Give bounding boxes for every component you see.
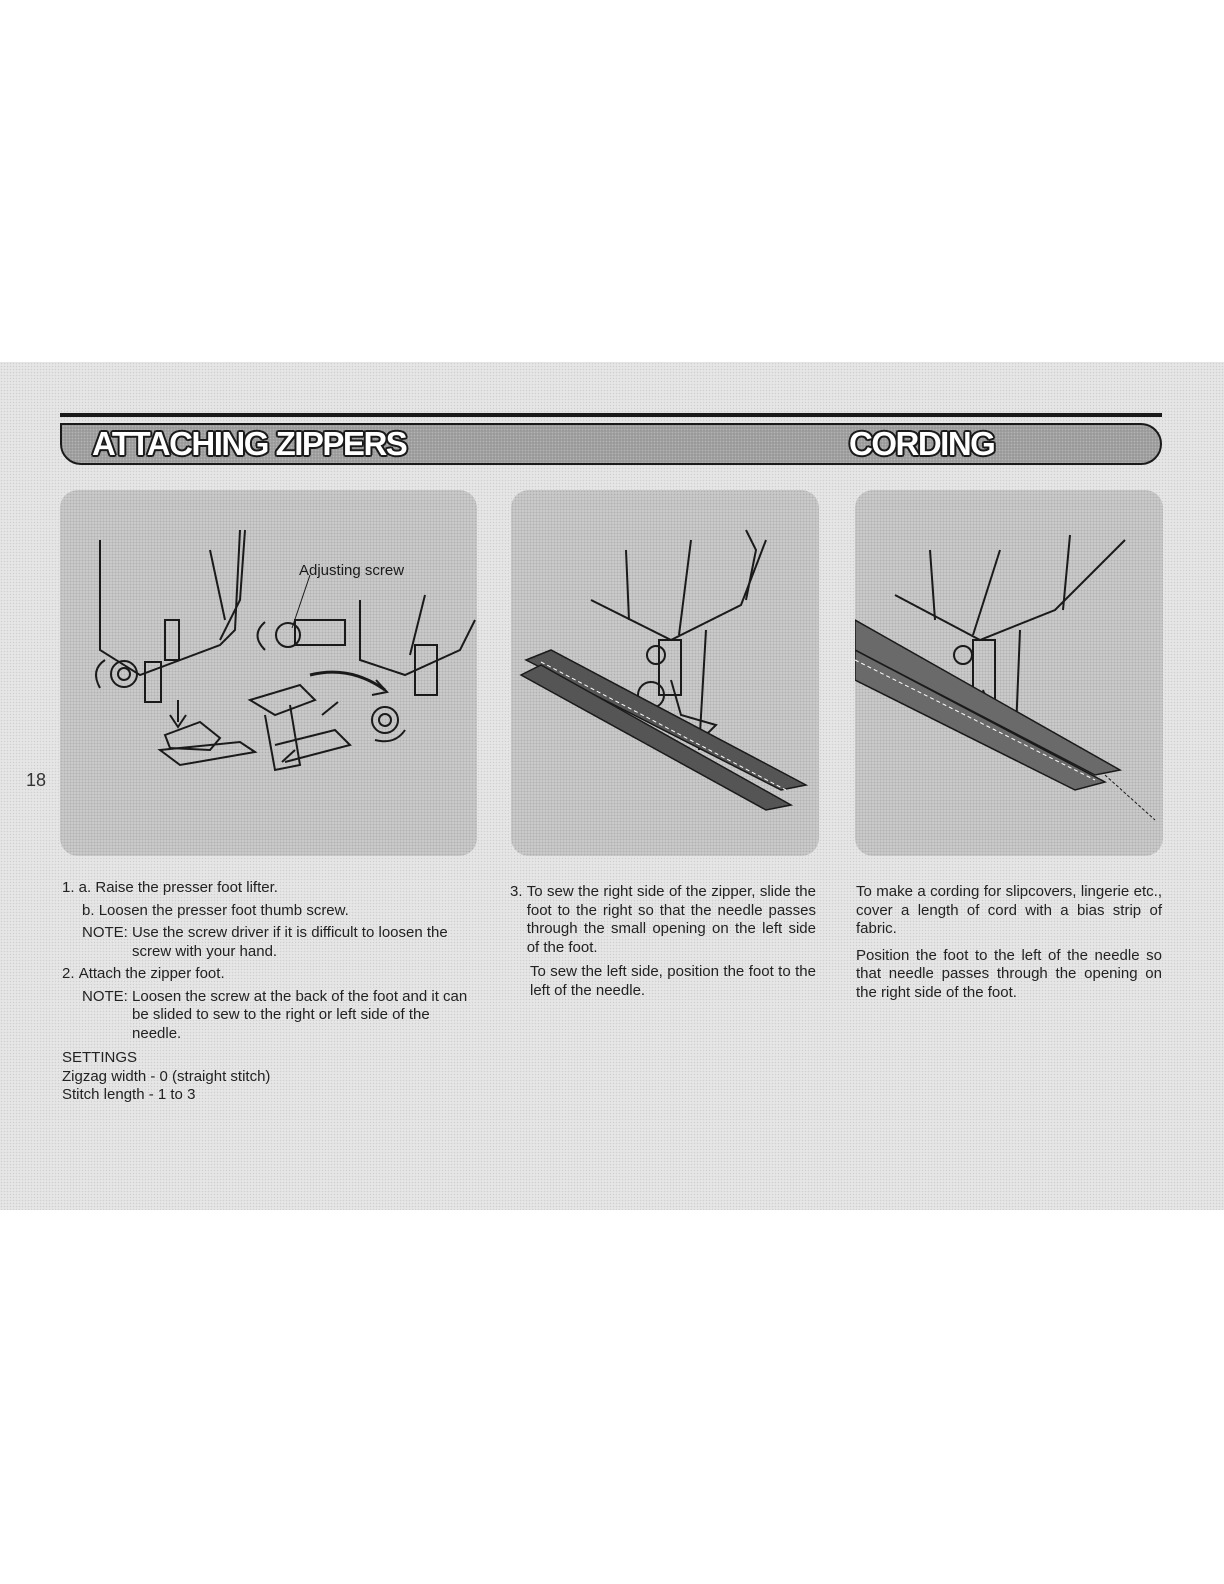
note-2-mark: NOTE: [82, 987, 133, 1005]
step-1b-text: Loosen the presser foot thumb screw. [98, 901, 349, 919]
step-1b-mark: b. [82, 901, 99, 919]
step-1a-text: Raise the presser foot lifter. [95, 879, 278, 896]
zipper-instructions-column [62, 879, 472, 1105]
sewing-zipper-illustration [511, 490, 819, 856]
step-3-mark: 3. [510, 883, 527, 900]
settings-heading: SETTINGS [62, 1049, 138, 1066]
figure-attach-zipper-foot [60, 490, 477, 856]
setting-zigzag-width: Zigzag width - 0 (straight stitch) [62, 1067, 271, 1085]
step-1a-mark: 1. a. [62, 879, 96, 896]
figure-cording [855, 490, 1163, 856]
step-3 [510, 883, 816, 957]
step-3-left-side: To sew the left side, position the foot to the left of the needle. [530, 963, 816, 999]
step-1b [62, 902, 472, 921]
cording-para-2: Position the foot to the left of the needle so that needle passes through the opening on the right side of the foot. [856, 946, 1162, 1001]
note-2 [62, 988, 472, 1044]
step-2 [62, 965, 472, 984]
step-2-mark: 2. [62, 965, 79, 982]
heading-attaching-zippers: ATTACHING ZIPPERS [92, 425, 407, 462]
cording-para-1: To make a cording for slipcovers, lingerie etc., cover a length of cord with a bias strip of fabric. [856, 883, 1162, 937]
note-1 [62, 924, 472, 961]
step-1a [62, 879, 472, 898]
cording-instructions-column [856, 883, 1162, 1010]
page-number: 18 [26, 770, 47, 790]
note-1-mark: NOTE: [82, 924, 133, 941]
adjusting-screw-callout: Adjusting screw [299, 562, 405, 579]
figure-sewing-zipper [511, 490, 819, 856]
note-2-text: Loosen the screw at the back of the foot and it can be slided to sew to the right or left side of the needle. [132, 987, 468, 1042]
note-1-text: Use the screw driver if it is difficult to loosen the screw with your hand. [132, 924, 448, 960]
setting-stitch-length: Stitch length - 1 to 3 [62, 1086, 196, 1103]
step-2-text: Attach the zipper foot. [78, 965, 225, 982]
zipper-sides-column [510, 883, 816, 1008]
cording-illustration [855, 490, 1163, 856]
step-3-text: To sew the right side of the zipper, slide the foot to the right so that the needle passes through the small opening on the left side of the foot. [526, 883, 816, 956]
zipper-foot-illustration [60, 490, 477, 856]
top-rule [60, 413, 1162, 417]
heading-cording: CORDING [849, 425, 995, 462]
